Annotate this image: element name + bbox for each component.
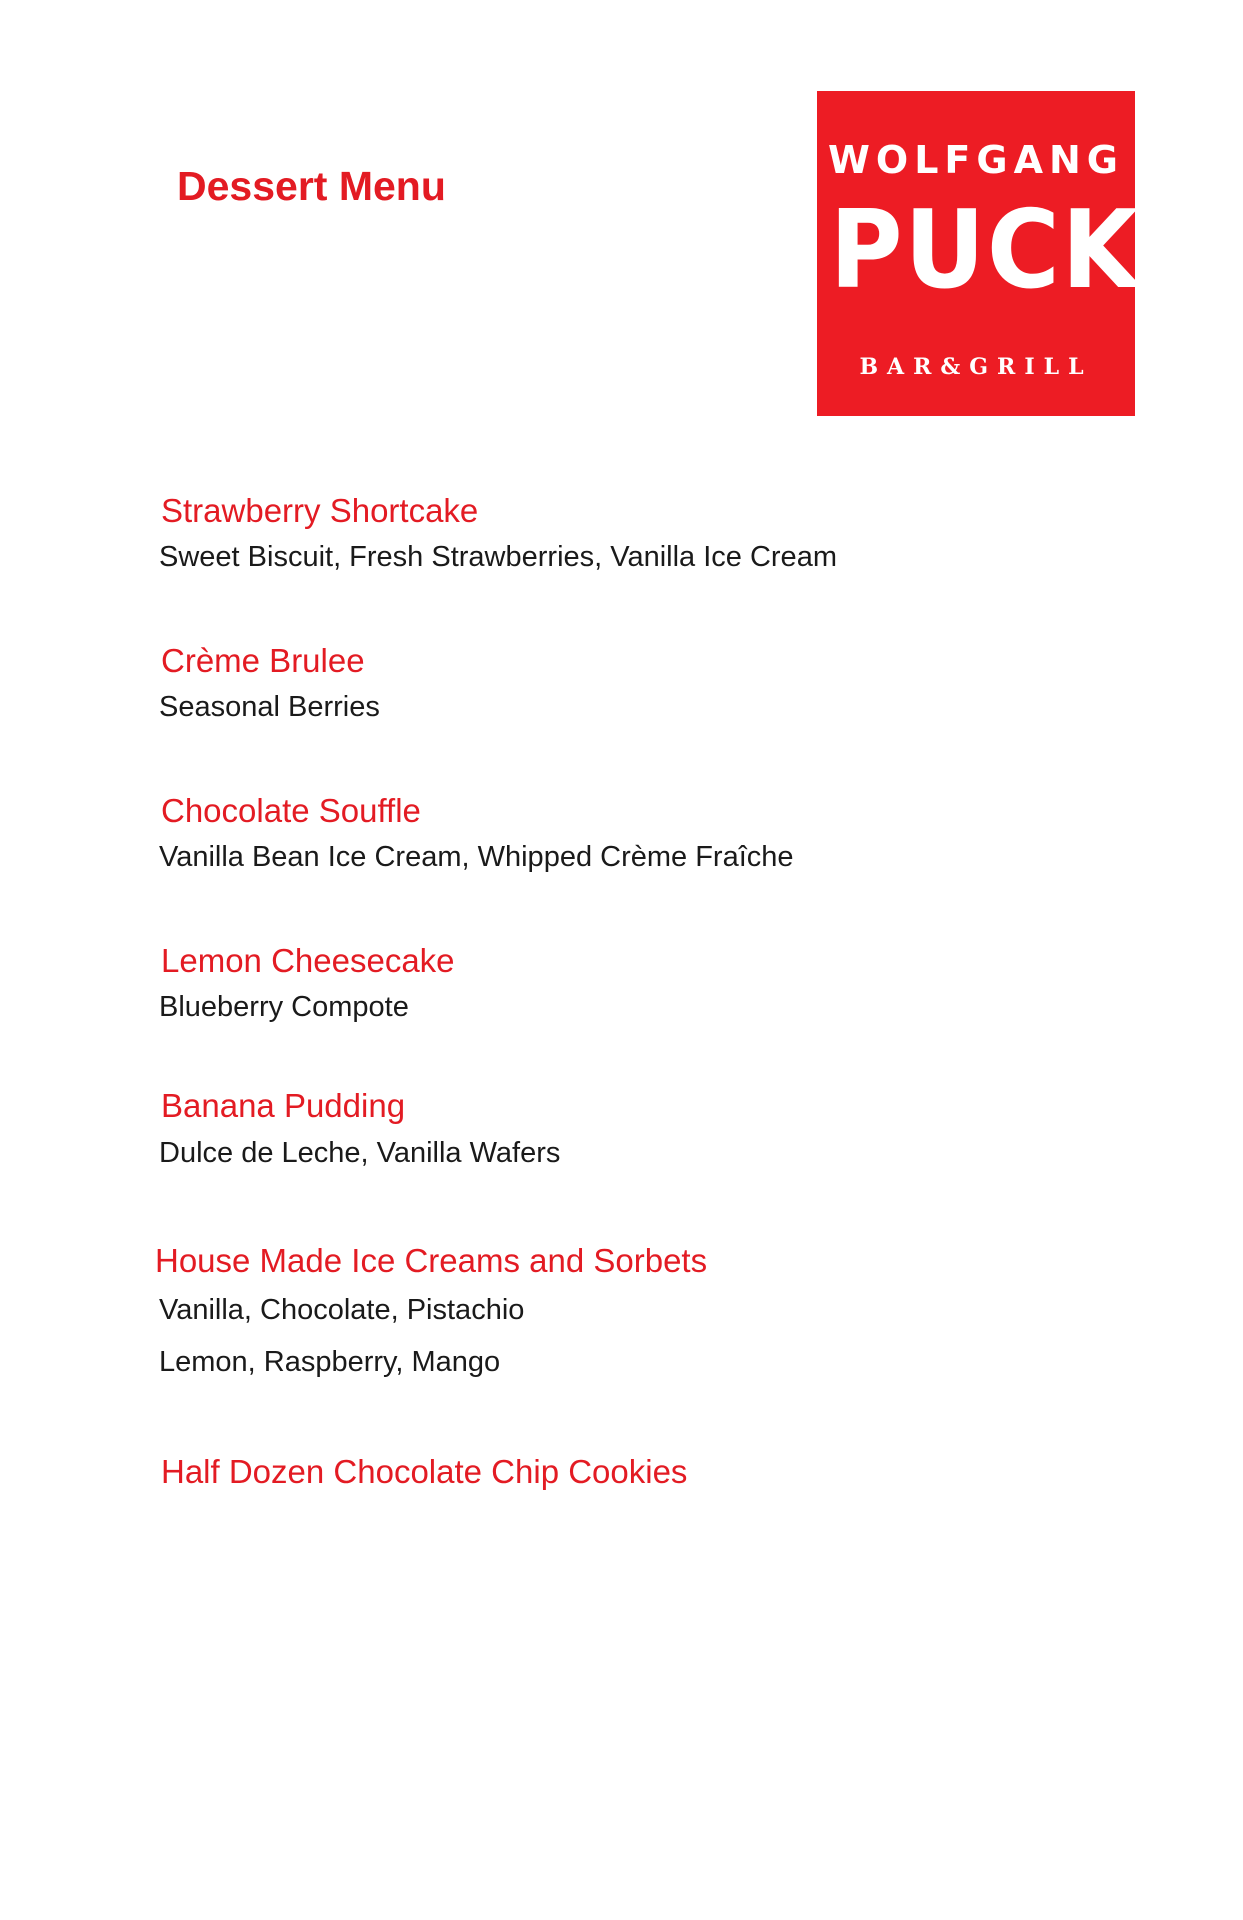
menu-item-name: Chocolate Souffle	[161, 792, 421, 829]
menu-item-name: Strawberry Shortcake	[161, 492, 479, 529]
page-title: Dessert Menu	[177, 163, 446, 209]
logo-line-wolfgang: WOLFGANG	[828, 138, 1124, 182]
menu-item-name: Crème Brulee	[161, 642, 365, 679]
wolfgang-puck-logo	[817, 91, 1141, 416]
menu-item-name: Banana Pudding	[161, 1087, 406, 1124]
menu-item-name: Half Dozen Chocolate Chip Cookies	[161, 1453, 688, 1490]
logo-line-bar-grill: BAR&GRILL	[859, 354, 1093, 380]
menu-item-description: Blueberry Compote	[159, 991, 409, 1023]
menu-item-description: Dulce de Leche, Vanilla Wafers	[159, 1137, 561, 1169]
menu-item-description: Lemon, Raspberry, Mango	[159, 1346, 501, 1378]
menu-item-name: Lemon Cheesecake	[161, 942, 455, 979]
menu-item-description: Seasonal Berries	[159, 691, 380, 723]
menu-item-description: Sweet Biscuit, Fresh Strawberries, Vanilla Ice Cream	[159, 541, 837, 573]
menu-item-description: Vanilla, Chocolate, Pistachio	[159, 1294, 525, 1326]
logo-line-puck: PUCK	[829, 188, 1141, 313]
menu-item-name: House Made Ice Creams and Sorbets	[155, 1242, 708, 1279]
menu-item-description: Vanilla Bean Ice Cream, Whipped Crème Fraîche	[159, 841, 794, 873]
